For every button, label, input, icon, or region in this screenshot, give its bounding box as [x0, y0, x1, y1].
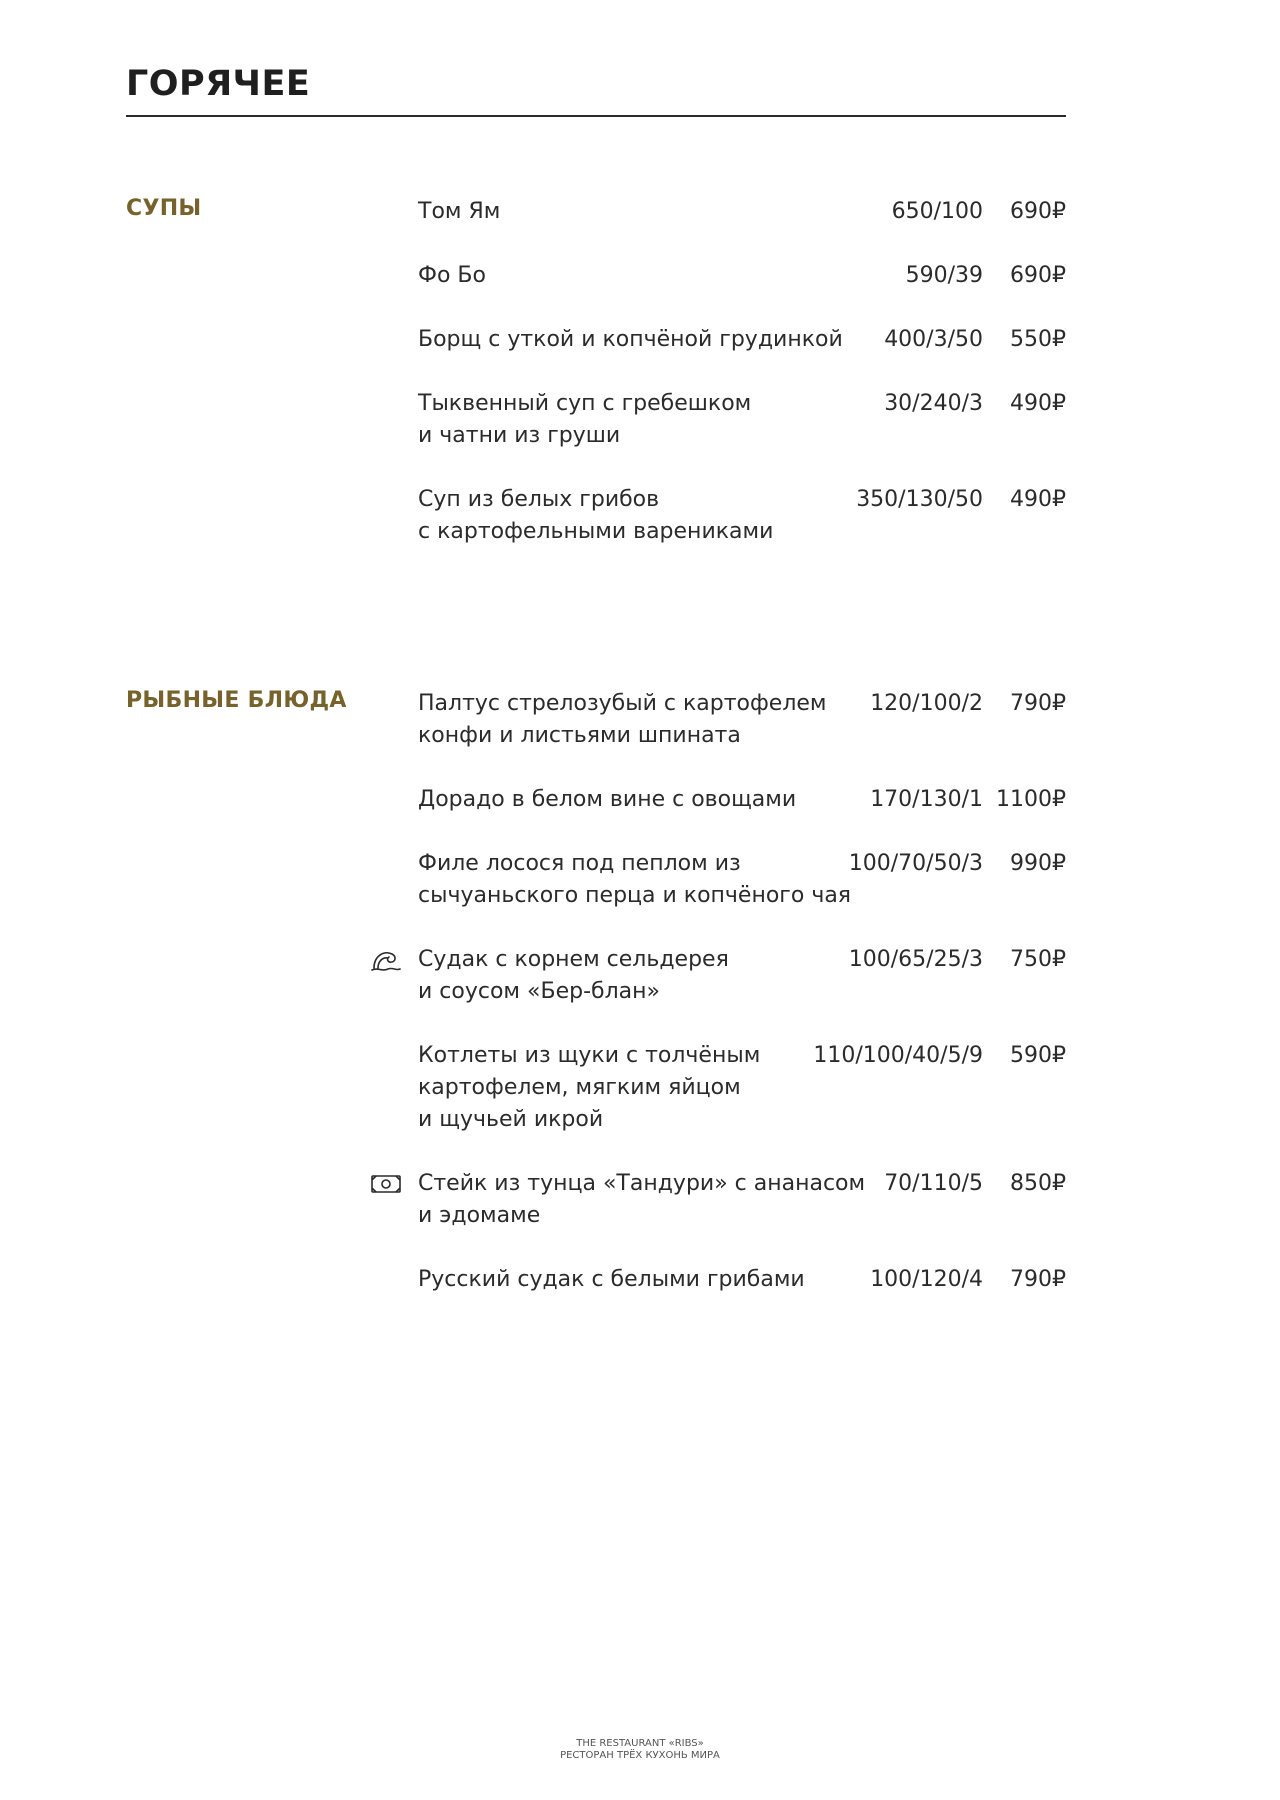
- item-weight: 350/130/50: [856, 487, 983, 512]
- item-name: [418, 196, 838, 228]
- item-name-line: Судак с корнем сельдерея: [418, 947, 729, 972]
- item-name: [418, 688, 838, 752]
- item-name-line: и эдомаме: [418, 1203, 541, 1228]
- item-weight: 70/110/5: [884, 1171, 983, 1196]
- item-price: 590₽: [1010, 1043, 1066, 1068]
- item-name: [418, 944, 838, 1008]
- item-name-line: конфи и листьями шпината: [418, 723, 741, 748]
- footer: [0, 1738, 1280, 1762]
- item-name: [418, 848, 852, 912]
- section-title: СУПЫ: [126, 196, 202, 221]
- item-price: 1100₽: [996, 787, 1066, 812]
- item-name: [418, 388, 838, 452]
- item-name: [418, 1168, 866, 1232]
- item-price: 790₽: [1010, 691, 1066, 716]
- item-name: [418, 1040, 838, 1136]
- item-name: [418, 784, 838, 816]
- footer-restaurant-name: THE RESTAURANT «RIBS»: [576, 1738, 704, 1749]
- item-name-line: Том Ям: [418, 199, 501, 224]
- item-name-line: Палтус стрелозубый с картофелем: [418, 691, 827, 716]
- item-price: 790₽: [1010, 1267, 1066, 1292]
- item-weight: 100/65/25/3: [848, 947, 983, 972]
- item-name-line: с картофельными варениками: [418, 519, 774, 544]
- item-price: 990₽: [1010, 851, 1066, 876]
- item-name-line: Фо Бо: [418, 263, 486, 288]
- item-name-line: Борщ с уткой и копчёной грудинкой: [418, 327, 843, 352]
- item-weight: 30/240/3: [884, 391, 983, 416]
- item-price: 690₽: [1010, 263, 1066, 288]
- item-weight: 100/120/4: [870, 1267, 983, 1292]
- item-name: [418, 324, 843, 356]
- section-title: РЫБНЫЕ БЛЮДА: [126, 688, 347, 713]
- item-name-line: сычуаньского перца и копчёного чая: [418, 883, 852, 908]
- item-name-line: Русский судак с белыми грибами: [418, 1267, 805, 1292]
- item-name: [418, 1264, 838, 1296]
- item-name: [418, 260, 838, 292]
- item-name-line: и щучьей икрой: [418, 1107, 604, 1132]
- item-name: [418, 484, 838, 548]
- item-price: 490₽: [1010, 391, 1066, 416]
- item-name-line: и чатни из груши: [418, 423, 621, 448]
- item-name-line: Стейк из тунца «Тандури» с ананасом: [418, 1171, 866, 1196]
- item-name-line: Дорадо в белом вине с овощами: [418, 787, 797, 812]
- item-weight: 590/39: [905, 263, 983, 288]
- item-price: 490₽: [1010, 487, 1066, 512]
- item-weight: 110/100/40/5/9: [813, 1043, 983, 1068]
- item-name-line: картофелем, мягким яйцом: [418, 1075, 741, 1100]
- item-weight: 650/100: [891, 199, 983, 224]
- item-price: 690₽: [1010, 199, 1066, 224]
- item-name-line: Котлеты из щуки с толчёным: [418, 1043, 761, 1068]
- page-title: ГОРЯЧЕЕ: [126, 64, 311, 104]
- item-price: 550₽: [1010, 327, 1066, 352]
- item-name-line: и соусом «Бер-блан»: [418, 979, 660, 1004]
- money-icon: [370, 1170, 402, 1198]
- title-divider: [126, 115, 1066, 117]
- footer-tagline: РЕСТОРАН ТРЁХ КУХОНЬ МИРА: [560, 1750, 720, 1761]
- item-name-line: Тыквенный суп с гребешком: [418, 391, 752, 416]
- item-name-line: Суп из белых грибов: [418, 487, 660, 512]
- item-price: 850₽: [1010, 1171, 1066, 1196]
- item-price: 750₽: [1010, 947, 1066, 972]
- item-name-line: Филе лосося под пеплом из: [418, 851, 741, 876]
- item-weight: 400/3/50: [884, 327, 983, 352]
- item-weight: 100/70/50/3: [848, 851, 983, 876]
- wave-icon: [370, 946, 402, 974]
- item-weight: 120/100/2: [870, 691, 983, 716]
- item-weight: 170/130/1: [870, 787, 983, 812]
